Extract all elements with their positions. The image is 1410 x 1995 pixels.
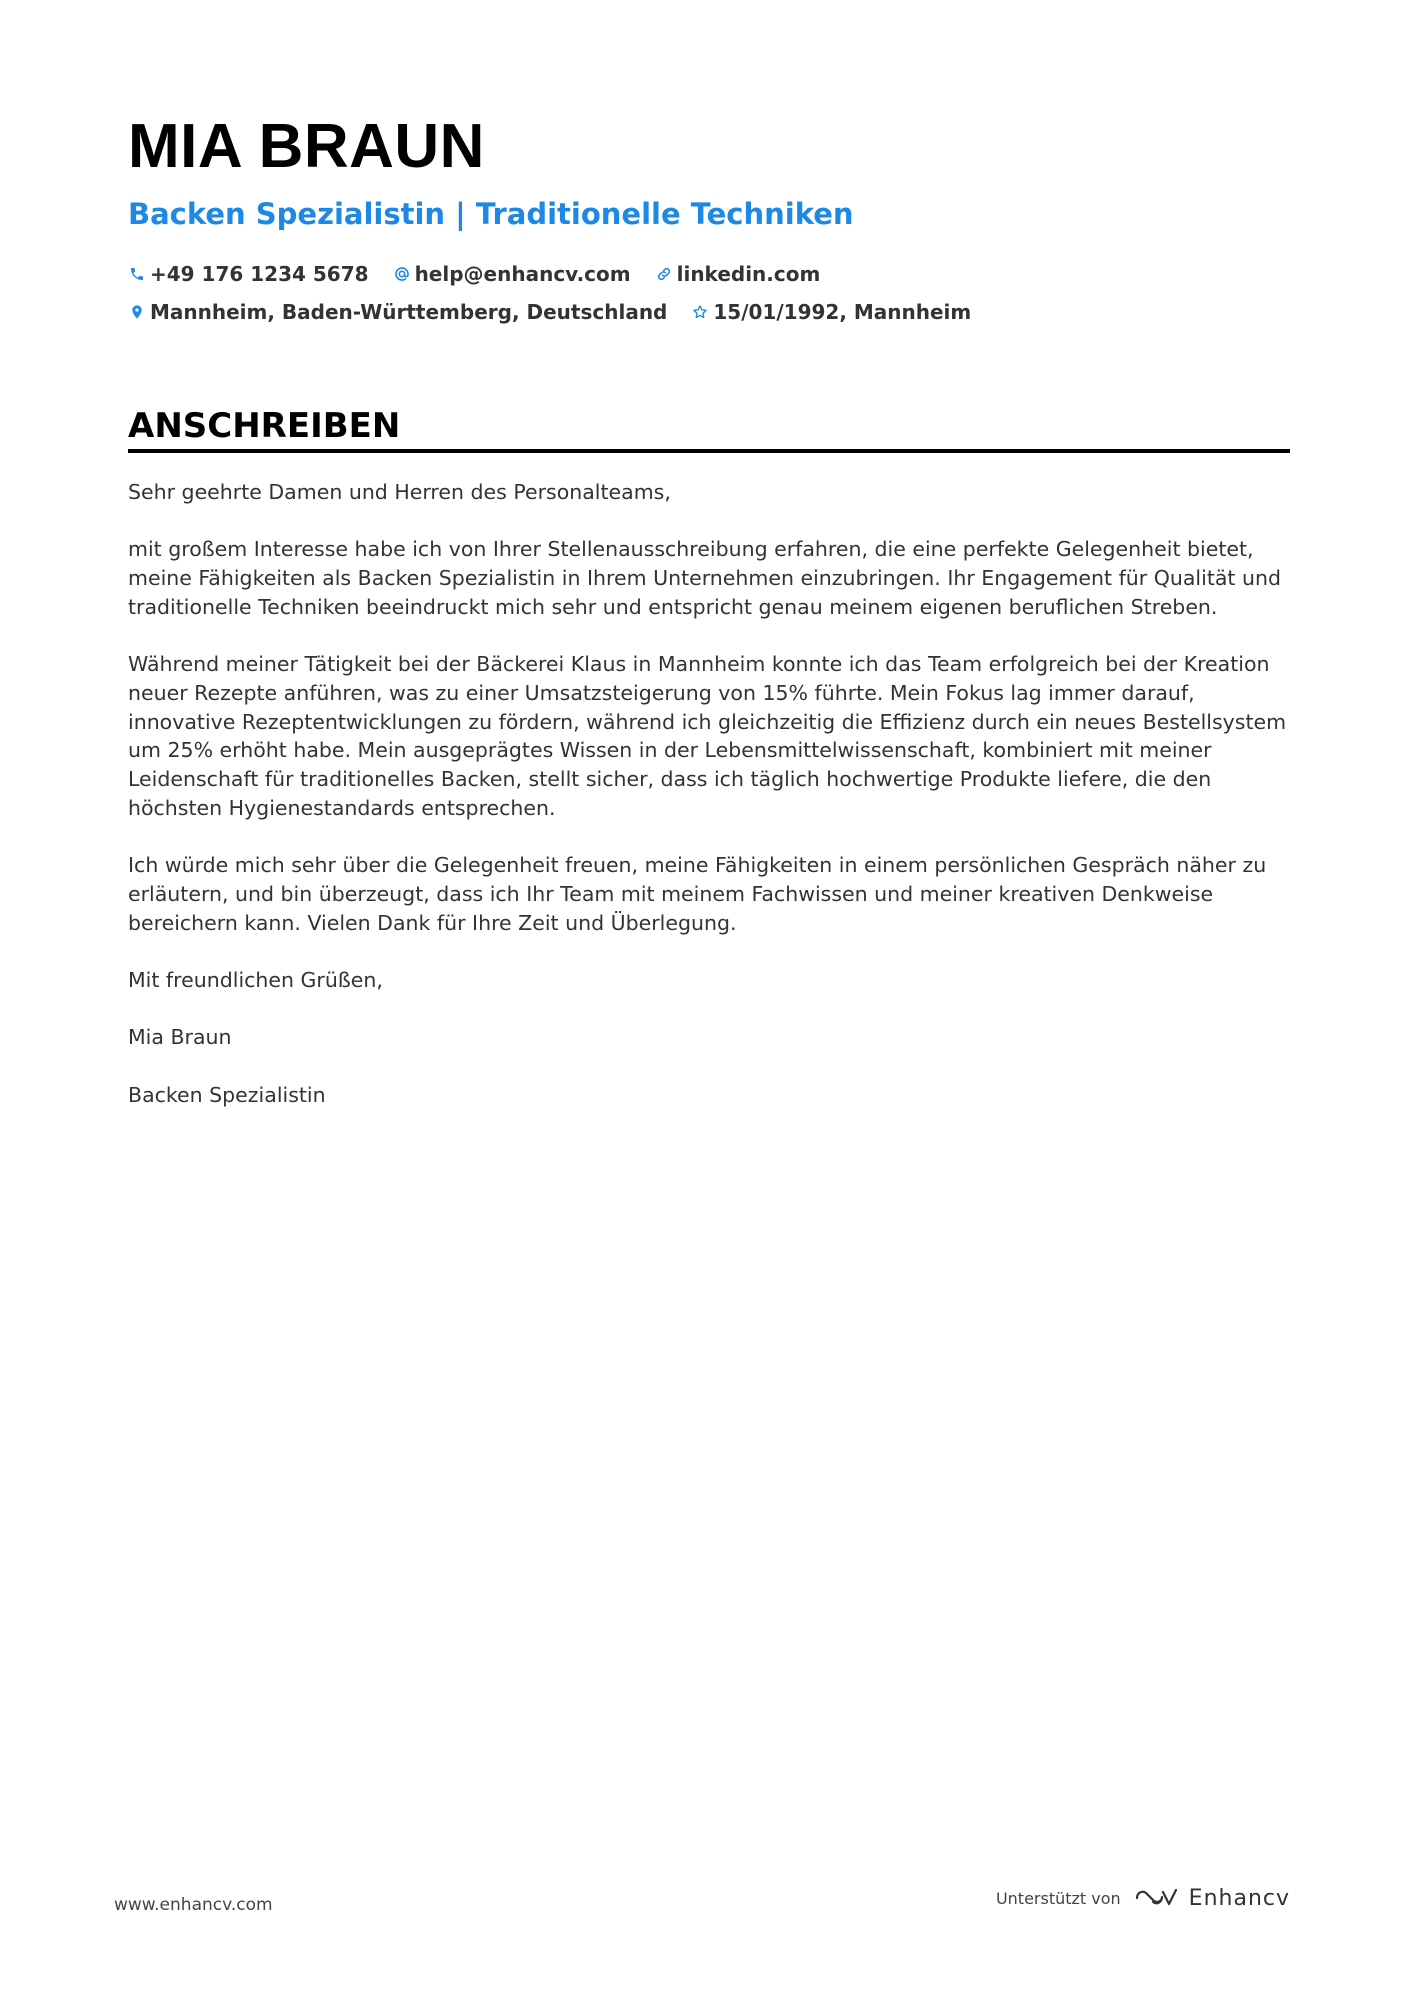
candidate-title: Backen Spezialistin | Traditionelle Techniken	[128, 197, 854, 231]
star-icon	[691, 303, 709, 321]
section-divider	[128, 449, 1290, 453]
contact-list	[128, 260, 1288, 326]
contact-location	[128, 298, 667, 326]
contact-location-text: Mannheim, Baden-Württemberg, Deutschland	[150, 300, 668, 324]
link-icon	[655, 265, 673, 283]
candidate-name: MIA BRAUN	[128, 112, 485, 181]
powered-by-label: Unterstützt von	[995, 1888, 1121, 1908]
resume-header	[128, 112, 1288, 326]
letter-paragraph: Ich würde mich sehr über die Gelegenheit freuen, meine Fähigkeiten in einem persönlichen Gespräch näher zu erläutern, und bin überzeugt, dass ich Ihr Team mit meinem Fachwissen und meiner kreativen Denkweise bereichern kann. Vielen Dank für Ihre Zeit und Überlegung.	[128, 853, 1267, 935]
letter-paragraph: mit großem Interesse habe ich von Ihrer Stellenausschreibung erfahren, die eine perfekte Gelegenheit bietet, meine Fähigkeiten als Backen Spezialistin in Ihrem Unternehmen einzubringen. Ihr Engagement für Qualität und traditionelle Techniken beeindruckt mich sehr und entspricht genau meinem eigenen beruflichen Streben.	[128, 537, 1281, 619]
signature-title: Backen Spezialistin	[128, 1082, 326, 1107]
contact-birth-text: 15/01/1992, Mannheim	[713, 300, 972, 324]
letter-paragraph: Während meiner Tätigkeit bei der Bäckerei Klaus in Mannheim konnte ich das Team erfolgreich bei der Kreation neuer Rezepte anführen, was zu einer Umsatzsteigerung von 15% führte. Mein Fokus lag immer darauf, innovative Rezeptentwicklungen zu fördern, während ich gleichzeitig die Effizienz durch ein neues Bestellsystem um 25% erhöht habe. Mein ausgeprägtes Wissen in der Lebensmittelwissenschaft, kombiniert mit meiner Leidenschaft für traditionelles Backen, stellt sicher, dass ich täglich hochwertige Produkte liefere, die den höchsten Hygienestandards entsprechen.	[128, 652, 1287, 820]
contact-phone	[128, 260, 369, 288]
footer-branding	[996, 1884, 1290, 1912]
letter-body	[128, 478, 1290, 1138]
at-icon	[393, 265, 411, 283]
phone-icon	[128, 265, 146, 283]
contact-email	[393, 260, 631, 288]
contact-linkedin	[655, 260, 821, 288]
contact-birth	[691, 298, 971, 326]
brand-name: Enhancv	[1188, 1885, 1290, 1911]
letter-salutation: Sehr geehrte Damen und Herren des Personalteams,	[128, 480, 671, 504]
footer-website[interactable]: www.enhancv.com	[114, 1895, 273, 1915]
enhancv-logo-icon	[1133, 1884, 1179, 1912]
contact-email-text: help@enhancv.com	[414, 262, 631, 286]
contact-linkedin-text: linkedin.com	[676, 262, 821, 286]
location-pin-icon	[128, 303, 146, 321]
section-title: ANSCHREIBEN	[128, 406, 401, 446]
signature-name: Mia Braun	[128, 1025, 232, 1050]
contact-phone-text: +49 176 1234 5678	[150, 262, 369, 286]
letter-closing: Mit freundlichen Grüßen,	[128, 967, 383, 992]
